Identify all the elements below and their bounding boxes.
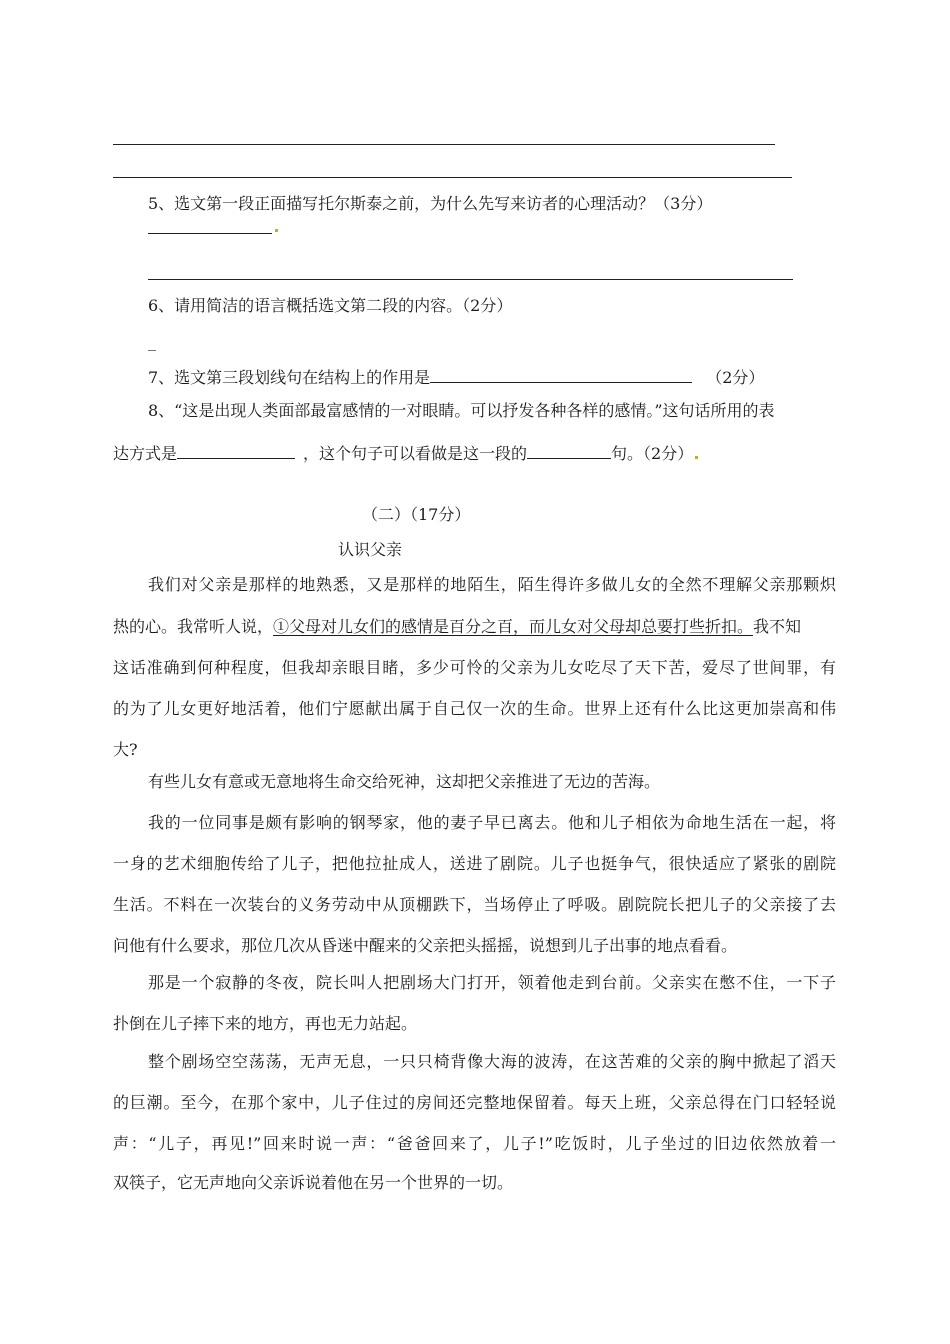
passage-p1-line-5: 大? (113, 740, 138, 759)
question-8-blank-2 (527, 442, 611, 459)
answer-line-2 (113, 177, 792, 178)
question-8-line-2 (113, 442, 950, 464)
question-5: 5、选文第一段正面描写托尔斯泰之前，为什么先写来访者的心理活动？（3分） (148, 194, 713, 213)
passage-p5-line-1: 整个剧场空空荡荡，无声无息，一只只椅背像大海的波涛，在这苦难的父亲的胸中掀起了滔天 (148, 1052, 836, 1071)
passage-p3-line-1: 我的一位同事是颇有影响的钢琴家，他的妻子早已离去。他和儿子相依为命地生活在一起，将 (148, 813, 836, 832)
question-7 (148, 366, 950, 388)
question-7-blank (430, 366, 692, 383)
question-8-line-1: 8、“这是出现人类面部最富感情的一对眼睛。可以抒发各种各样的感情。”这句话所用的表 (148, 401, 775, 420)
passage-p2: 有些儿女有意或无意地将生命交给死神，这却把父亲推进了无边的苦海。 (148, 772, 661, 791)
passage-p5-line-2: 的巨潮。至今，在那个家中，儿子住过的房间还完整地保留着。每天上班，父亲总得在门口轻轻说 (113, 1093, 836, 1112)
passage-p5-line-4: 双筷子，它无声地向父亲诉说着他在另一个世界的一切。 (113, 1173, 514, 1192)
yellow-mark-dot-2 (695, 456, 698, 459)
answer-line-1 (113, 144, 775, 145)
question-8-text-a: 达方式是 (113, 444, 178, 463)
passage-p1-line-1: 我们对父亲是那样的地熟悉，又是那样的地陌生，陌生得许多做儿女的全然不理解父亲那颗炽 (148, 575, 836, 594)
yellow-mark-dot (275, 229, 278, 232)
question-8-text-c: 句。（2分） (611, 444, 694, 463)
question-8-text-b: ，这个句子可以看做是这一段的 (303, 444, 528, 463)
question-7-points: （2分） (706, 368, 765, 387)
passage-p5-line-3: 声：“儿子，再见!”回来时说一声：“爸爸回来了，儿子!”吃饭时，儿子坐过的旧边依然放着一 (113, 1134, 836, 1153)
passage-p3-line-3: 生活。不料在一次装台的义务劳动中从顶棚跌下，当场停止了呼吸。剧院院长把儿子的父亲接了去 (113, 895, 836, 914)
passage-p1-text-b: 我不知 (753, 617, 802, 636)
passage-p4-line-2: 扑倒在儿子摔下来的地方，再也无力站起。 (113, 1014, 418, 1033)
question-6-blank-mark: _ (148, 332, 156, 351)
question-5-blank (148, 233, 272, 234)
passage-p3-line-2: 一身的艺术细胞传给了儿子，把他拉扯成人，送进了剧院。儿子也挺争气，很快适应了紧张的剧院 (113, 854, 836, 873)
underlined-sentence: ①父母对儿女们的感情是百分之百，而儿女对父母却总要打些折扣。 (273, 617, 754, 636)
passage-p1-text-a: 热的心。我常听人说， (113, 617, 274, 636)
question-6: 6、请用简洁的语言概括选文第二段的内容。（2分） (148, 296, 513, 315)
passage-title: 认识父亲 (338, 540, 403, 559)
passage-p3-line-4: 问他有什么要求，那位几次从昏迷中醒来的父亲把头摇摇，说想到儿子出事的地点看看。 (113, 936, 738, 955)
passage-p4-line-1: 那是一个寂静的冬夜，院长叫人把剧场大门打开，领着他走到台前。父亲实在憋不住，一下子 (148, 973, 836, 992)
question-8-blank-1 (177, 442, 295, 459)
passage-p1-line-2 (113, 617, 950, 637)
question-7-text: 7、选文第三段划线句在结构上的作用是 (148, 368, 431, 387)
passage-p1-line-3: 这话准确到何种程度，但我却亲眼目睹，多少可怜的父亲为儿女吃尽了天下苦，爱尽了世间罪，有 (113, 658, 836, 677)
question-5-answer-line (148, 279, 793, 280)
section-heading: （二）（17分） (362, 505, 471, 524)
passage-p1-line-4: 的为了儿女更好地活着，他们宁愿献出属于自己仅一次的生命。世界上还有什么比这更加崇高和伟 (113, 699, 836, 718)
